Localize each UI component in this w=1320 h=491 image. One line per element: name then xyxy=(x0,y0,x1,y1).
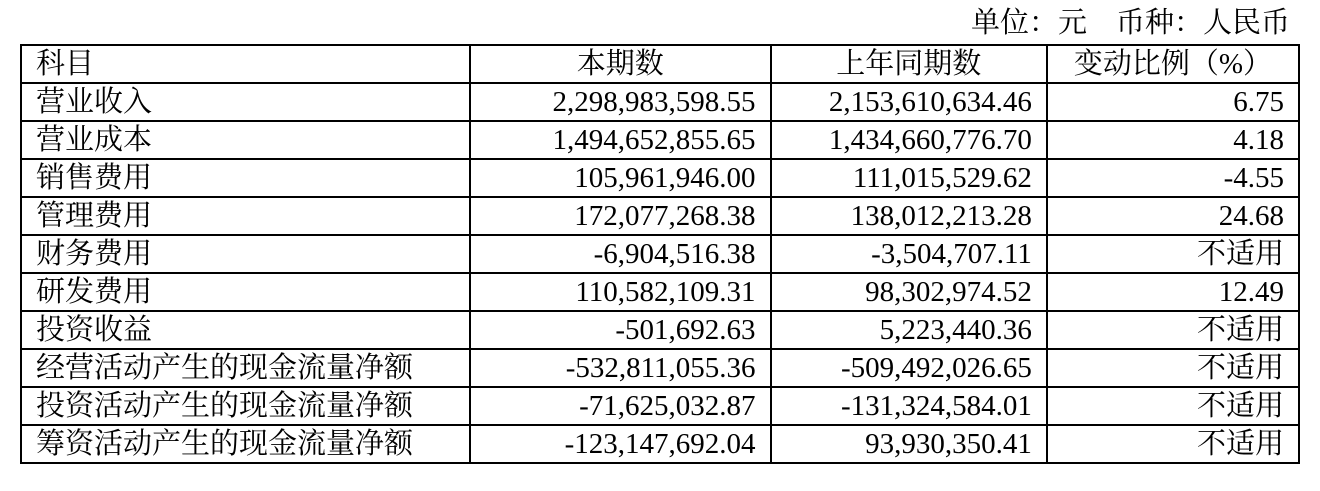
cell-change-percent: 不适用 xyxy=(1047,425,1299,463)
cell-current-period: 1,494,652,855.65 xyxy=(470,121,771,159)
cell-change-percent: 24.68 xyxy=(1047,197,1299,235)
cell-current-period: -532,811,055.36 xyxy=(470,349,771,387)
table-row xyxy=(21,273,1299,311)
cell-change-percent: 6.75 xyxy=(1047,83,1299,121)
cell-change-percent: 12.49 xyxy=(1047,273,1299,311)
cell-current-period: 2,298,983,598.55 xyxy=(470,83,771,121)
cell-change-percent: 不适用 xyxy=(1047,349,1299,387)
header-change-percent: 变动比例（%） xyxy=(1047,45,1299,83)
cell-current-period: -6,904,516.38 xyxy=(470,235,771,273)
cell-current-period: -71,625,032.87 xyxy=(470,387,771,425)
row-label: 营业成本 xyxy=(21,121,470,159)
table-row xyxy=(21,121,1299,159)
table-row xyxy=(21,425,1299,463)
table-row xyxy=(21,311,1299,349)
header-subject: 科目 xyxy=(21,45,470,83)
cell-change-percent: -4.55 xyxy=(1047,159,1299,197)
header-current-period: 本期数 xyxy=(470,45,771,83)
cell-prior-period: 111,015,529.62 xyxy=(771,159,1047,197)
row-label: 管理费用 xyxy=(21,197,470,235)
cell-prior-period: 2,153,610,634.46 xyxy=(771,83,1047,121)
cell-prior-period: 98,302,974.52 xyxy=(771,273,1047,311)
row-label: 经营活动产生的现金流量净额 xyxy=(21,349,470,387)
cell-current-period: 105,961,946.00 xyxy=(470,159,771,197)
cell-prior-period: -3,504,707.11 xyxy=(771,235,1047,273)
row-label: 筹资活动产生的现金流量净额 xyxy=(21,425,470,463)
cell-prior-period: -131,324,584.01 xyxy=(771,387,1047,425)
cell-prior-period: -509,492,026.65 xyxy=(771,349,1047,387)
header-prior-period: 上年同期数 xyxy=(771,45,1047,83)
table-row xyxy=(21,83,1299,121)
cell-current-period: 110,582,109.31 xyxy=(470,273,771,311)
cell-change-percent: 不适用 xyxy=(1047,311,1299,349)
table-row xyxy=(21,349,1299,387)
cell-change-percent: 不适用 xyxy=(1047,235,1299,273)
cell-current-period: -123,147,692.04 xyxy=(470,425,771,463)
table-row xyxy=(21,197,1299,235)
cell-change-percent: 不适用 xyxy=(1047,387,1299,425)
unit-currency-note: 单位：元 币种：人民币 xyxy=(970,7,1290,39)
cell-current-period: 172,077,268.38 xyxy=(470,197,771,235)
table-row xyxy=(21,159,1299,197)
row-label: 销售费用 xyxy=(21,159,470,197)
cell-change-percent: 4.18 xyxy=(1047,121,1299,159)
row-label: 营业收入 xyxy=(21,83,470,121)
table-header-row xyxy=(21,45,1299,83)
table-row xyxy=(21,235,1299,273)
cell-prior-period: 93,930,350.41 xyxy=(771,425,1047,463)
cell-prior-period: 1,434,660,776.70 xyxy=(771,121,1047,159)
financial-summary-table xyxy=(20,44,1300,464)
row-label: 投资收益 xyxy=(21,311,470,349)
cell-current-period: -501,692.63 xyxy=(470,311,771,349)
table-row xyxy=(21,387,1299,425)
cell-prior-period: 138,012,213.28 xyxy=(771,197,1047,235)
cell-prior-period: 5,223,440.36 xyxy=(771,311,1047,349)
row-label: 研发费用 xyxy=(21,273,470,311)
row-label: 投资活动产生的现金流量净额 xyxy=(21,387,470,425)
row-label: 财务费用 xyxy=(21,235,470,273)
